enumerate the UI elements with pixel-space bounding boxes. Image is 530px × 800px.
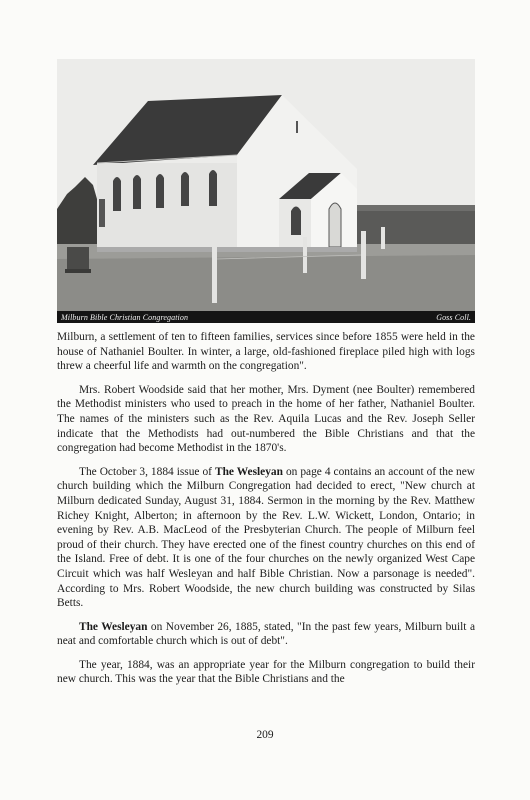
paragraph-4	[57, 620, 475, 649]
paragraph-3	[57, 465, 475, 611]
paragraph-3-text-a: The October 3, 1884 issue of	[79, 465, 215, 478]
paragraph-4-publication: The Wesleyan	[79, 620, 148, 633]
paragraph-2: Mrs. Robert Woodside said that her mother, Mrs. Dyment (nee Boulter) remembered the Methodist ministers who used to preach in the home of her father, Nathaniel Boulter. The names of the ministers such as the Rev. Aquila Lucas and the Rev. Joseph Seller indicate that the Methodists had out-numbered the Bible Christians and that the congregation had become Methodist in the 1870's.	[57, 383, 475, 455]
body-text	[57, 330, 475, 696]
paragraph-3-text-c: on page 4 contains an account of the new church building which the Milburn Congregation had decided to erect, "New church at Milburn dedicated Sunday, August 31, 1884. Sermon in the morning by the Rev. Matthew Richey Knight, Alberton; in afternoon by the Rev. L.W. Wickett, London, Ontario; in evening by Rev. A.B. MacLeod of the Presbyterian Church. The people of Milburn feel proud of their church. They have erected one of the finest country churches on this end of the Island. Free of debt. It is one of the four churches on the newly organized West Cape Circuit which was half Wesleyan and half Bible Christian. Now a parsonage is needed". According to Mrs. Robert Woodside, the new church building was constructed by Silas Betts.	[57, 465, 476, 610]
paragraph-4-text: on November 26, 1885, stated, "In the past few years, Milburn built a neat and comfortable church which is out of debt".	[57, 620, 475, 648]
church-photograph	[57, 59, 475, 311]
paragraph-1: Milburn, a settlement of ten to fifteen families, services since before 1855 were held in the house of Nathaniel Boulter. In winter, a large, old-fashioned fireplace piled high with logs threw a cheerful life and warmth on the congregation".	[57, 331, 475, 373]
paragraph-5: The year, 1884, was an appropriate year for the Milburn congregation to build their new church. This was the year that the Bible Christians and the	[57, 658, 475, 686]
page-number: 209	[256, 729, 274, 741]
caption-credit: Goss Coll.	[436, 312, 471, 322]
photo-caption	[57, 311, 475, 323]
paragraph-3-publication: The Wesleyan	[214, 465, 283, 478]
caption-title: Milburn Bible Christian Congregation	[61, 312, 189, 322]
